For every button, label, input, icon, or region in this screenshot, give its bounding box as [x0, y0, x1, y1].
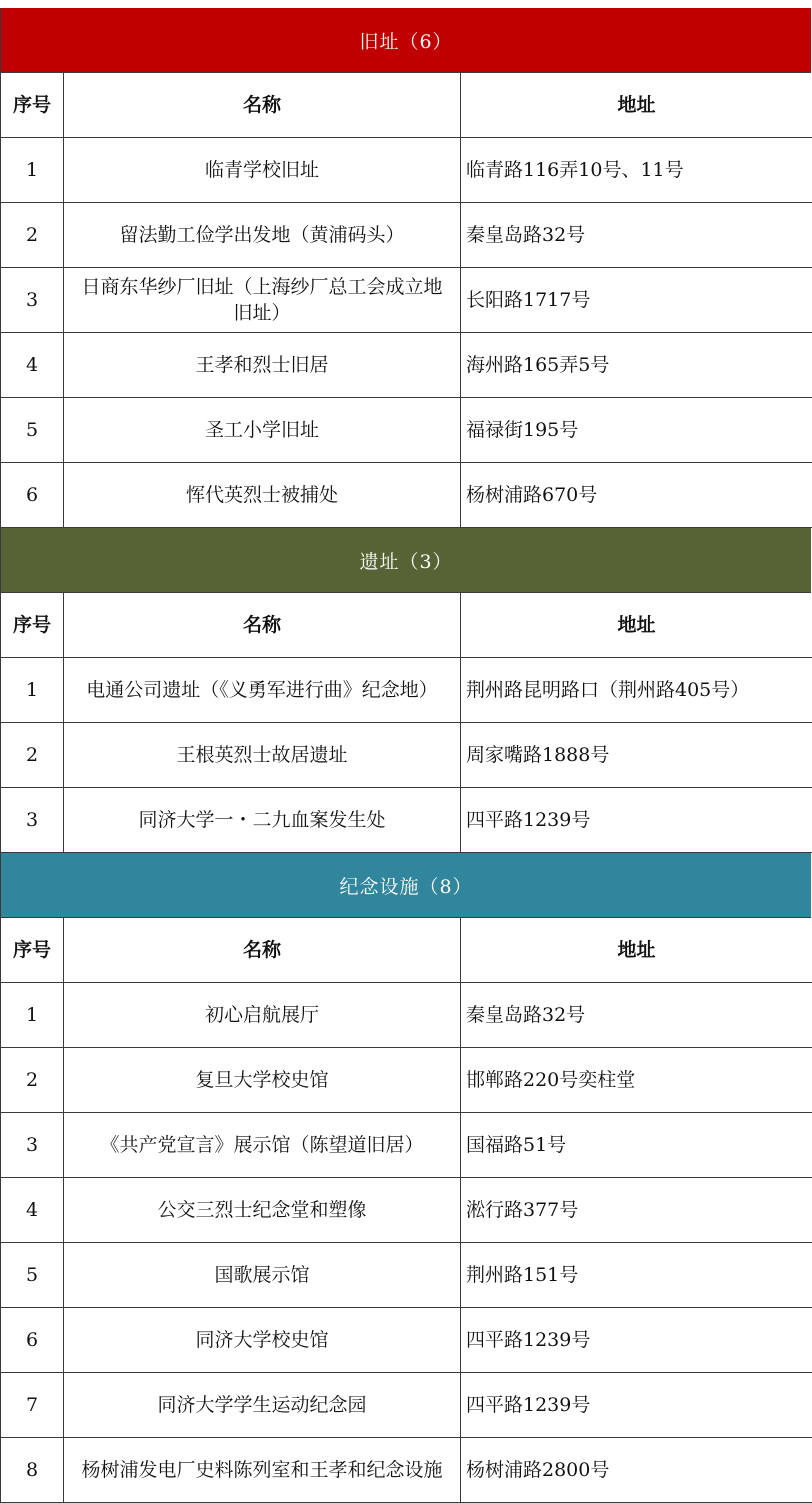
site-name: 留法勤工俭学出发地（黄浦码头） — [64, 203, 461, 267]
column-header-index: 序号 — [1, 918, 64, 982]
site-address: 海州路165弄5号 — [466, 354, 610, 376]
row-index: 2 — [1, 203, 64, 267]
column-header-row — [1, 73, 812, 138]
table-row — [1, 1373, 812, 1438]
table-row — [1, 1113, 812, 1178]
site-name: 同济大学一・二九血案发生处 — [64, 788, 461, 852]
row-index: 8 — [1, 1438, 64, 1502]
table-row — [1, 1438, 812, 1503]
site-address: 杨树浦路670号 — [466, 484, 598, 506]
column-header-index: 序号 — [1, 73, 64, 137]
site-address: 杨树浦路2800号 — [466, 1459, 610, 1481]
row-index: 3 — [1, 268, 64, 332]
row-index: 4 — [1, 333, 64, 397]
site-address: 福禄街195号 — [466, 419, 579, 441]
column-header-name: 名称 — [64, 593, 461, 657]
row-index: 2 — [1, 1048, 64, 1112]
site-address: 秦皇岛路32号 — [466, 224, 586, 246]
column-header-index: 序号 — [1, 593, 64, 657]
column-header-name: 名称 — [64, 918, 461, 982]
site-name: 杨树浦发电厂史料陈列室和王孝和纪念设施 — [64, 1438, 461, 1502]
row-index: 2 — [1, 723, 64, 787]
section-header: 纪念设施（8） — [1, 853, 811, 918]
column-header-address: 地址 — [617, 614, 656, 636]
site-name: 同济大学校史馆 — [64, 1308, 461, 1372]
site-name: 复旦大学校史馆 — [64, 1048, 461, 1112]
section-header: 旧址（6） — [1, 8, 811, 73]
table-row — [1, 658, 812, 723]
site-name: 圣工小学旧址 — [64, 398, 461, 462]
row-index: 6 — [1, 1308, 64, 1372]
site-name: 电通公司遗址（《义勇军进行曲》纪念地） — [64, 658, 461, 722]
site-address: 秦皇岛路32号 — [466, 1004, 586, 1026]
table-row — [1, 1178, 812, 1243]
site-address: 周家嘴路1888号 — [466, 744, 610, 766]
site-name: 公交三烈士纪念堂和塑像 — [64, 1178, 461, 1242]
column-header-row — [1, 593, 812, 658]
site-name: 日商东华纱厂旧址（上海纱厂总工会成立地旧址） — [64, 268, 461, 332]
column-header-address: 地址 — [617, 939, 656, 961]
row-index: 1 — [1, 983, 64, 1047]
table-row — [1, 983, 812, 1048]
site-address: 国福路51号 — [466, 1134, 567, 1156]
site-address: 邯郸路220号奕柱堂 — [466, 1069, 636, 1091]
site-name: 同济大学学生运动纪念园 — [64, 1373, 461, 1437]
site-address: 四平路1239号 — [466, 1329, 591, 1351]
table-row — [1, 463, 812, 528]
site-address: 四平路1239号 — [466, 1394, 591, 1416]
table-row — [1, 138, 812, 203]
site-address: 临青路116弄10号、11号 — [466, 159, 684, 181]
site-name: 王根英烈士故居遗址 — [64, 723, 461, 787]
table-row — [1, 1048, 812, 1113]
table-row — [1, 268, 812, 333]
site-name: 临青学校旧址 — [64, 138, 461, 202]
table-body — [0, 8, 811, 1503]
row-index: 5 — [1, 398, 64, 462]
site-name: 《共产党宣言》展示馆（陈望道旧居） — [64, 1113, 461, 1177]
site-name: 初心启航展厅 — [64, 983, 461, 1047]
table-row — [1, 1308, 812, 1373]
table-row — [1, 1243, 812, 1308]
row-index: 4 — [1, 1178, 64, 1242]
row-index: 6 — [1, 463, 64, 527]
site-name: 国歌展示馆 — [64, 1243, 461, 1307]
table-row — [1, 788, 812, 853]
row-index: 3 — [1, 788, 64, 852]
row-index: 7 — [1, 1373, 64, 1437]
row-index: 3 — [1, 1113, 64, 1177]
column-header-address: 地址 — [617, 94, 656, 116]
site-name: 恽代英烈士被捕处 — [64, 463, 461, 527]
site-address: 四平路1239号 — [466, 809, 591, 831]
site-address: 淞行路377号 — [466, 1199, 579, 1221]
section-header: 遗址（3） — [1, 528, 811, 593]
row-index: 1 — [1, 138, 64, 202]
table-row — [1, 723, 812, 788]
table-row — [1, 398, 812, 463]
sites-table — [0, 8, 811, 1503]
column-header-row — [1, 918, 812, 983]
table-row — [1, 203, 812, 268]
site-address: 荆州路昆明路口（荆州路405号） — [466, 679, 750, 701]
site-name: 王孝和烈士旧居 — [64, 333, 461, 397]
table-row — [1, 333, 812, 398]
row-index: 5 — [1, 1243, 64, 1307]
site-address: 荆州路151号 — [466, 1264, 579, 1286]
row-index: 1 — [1, 658, 64, 722]
site-address: 长阳路1717号 — [466, 289, 591, 311]
column-header-name: 名称 — [64, 73, 461, 137]
